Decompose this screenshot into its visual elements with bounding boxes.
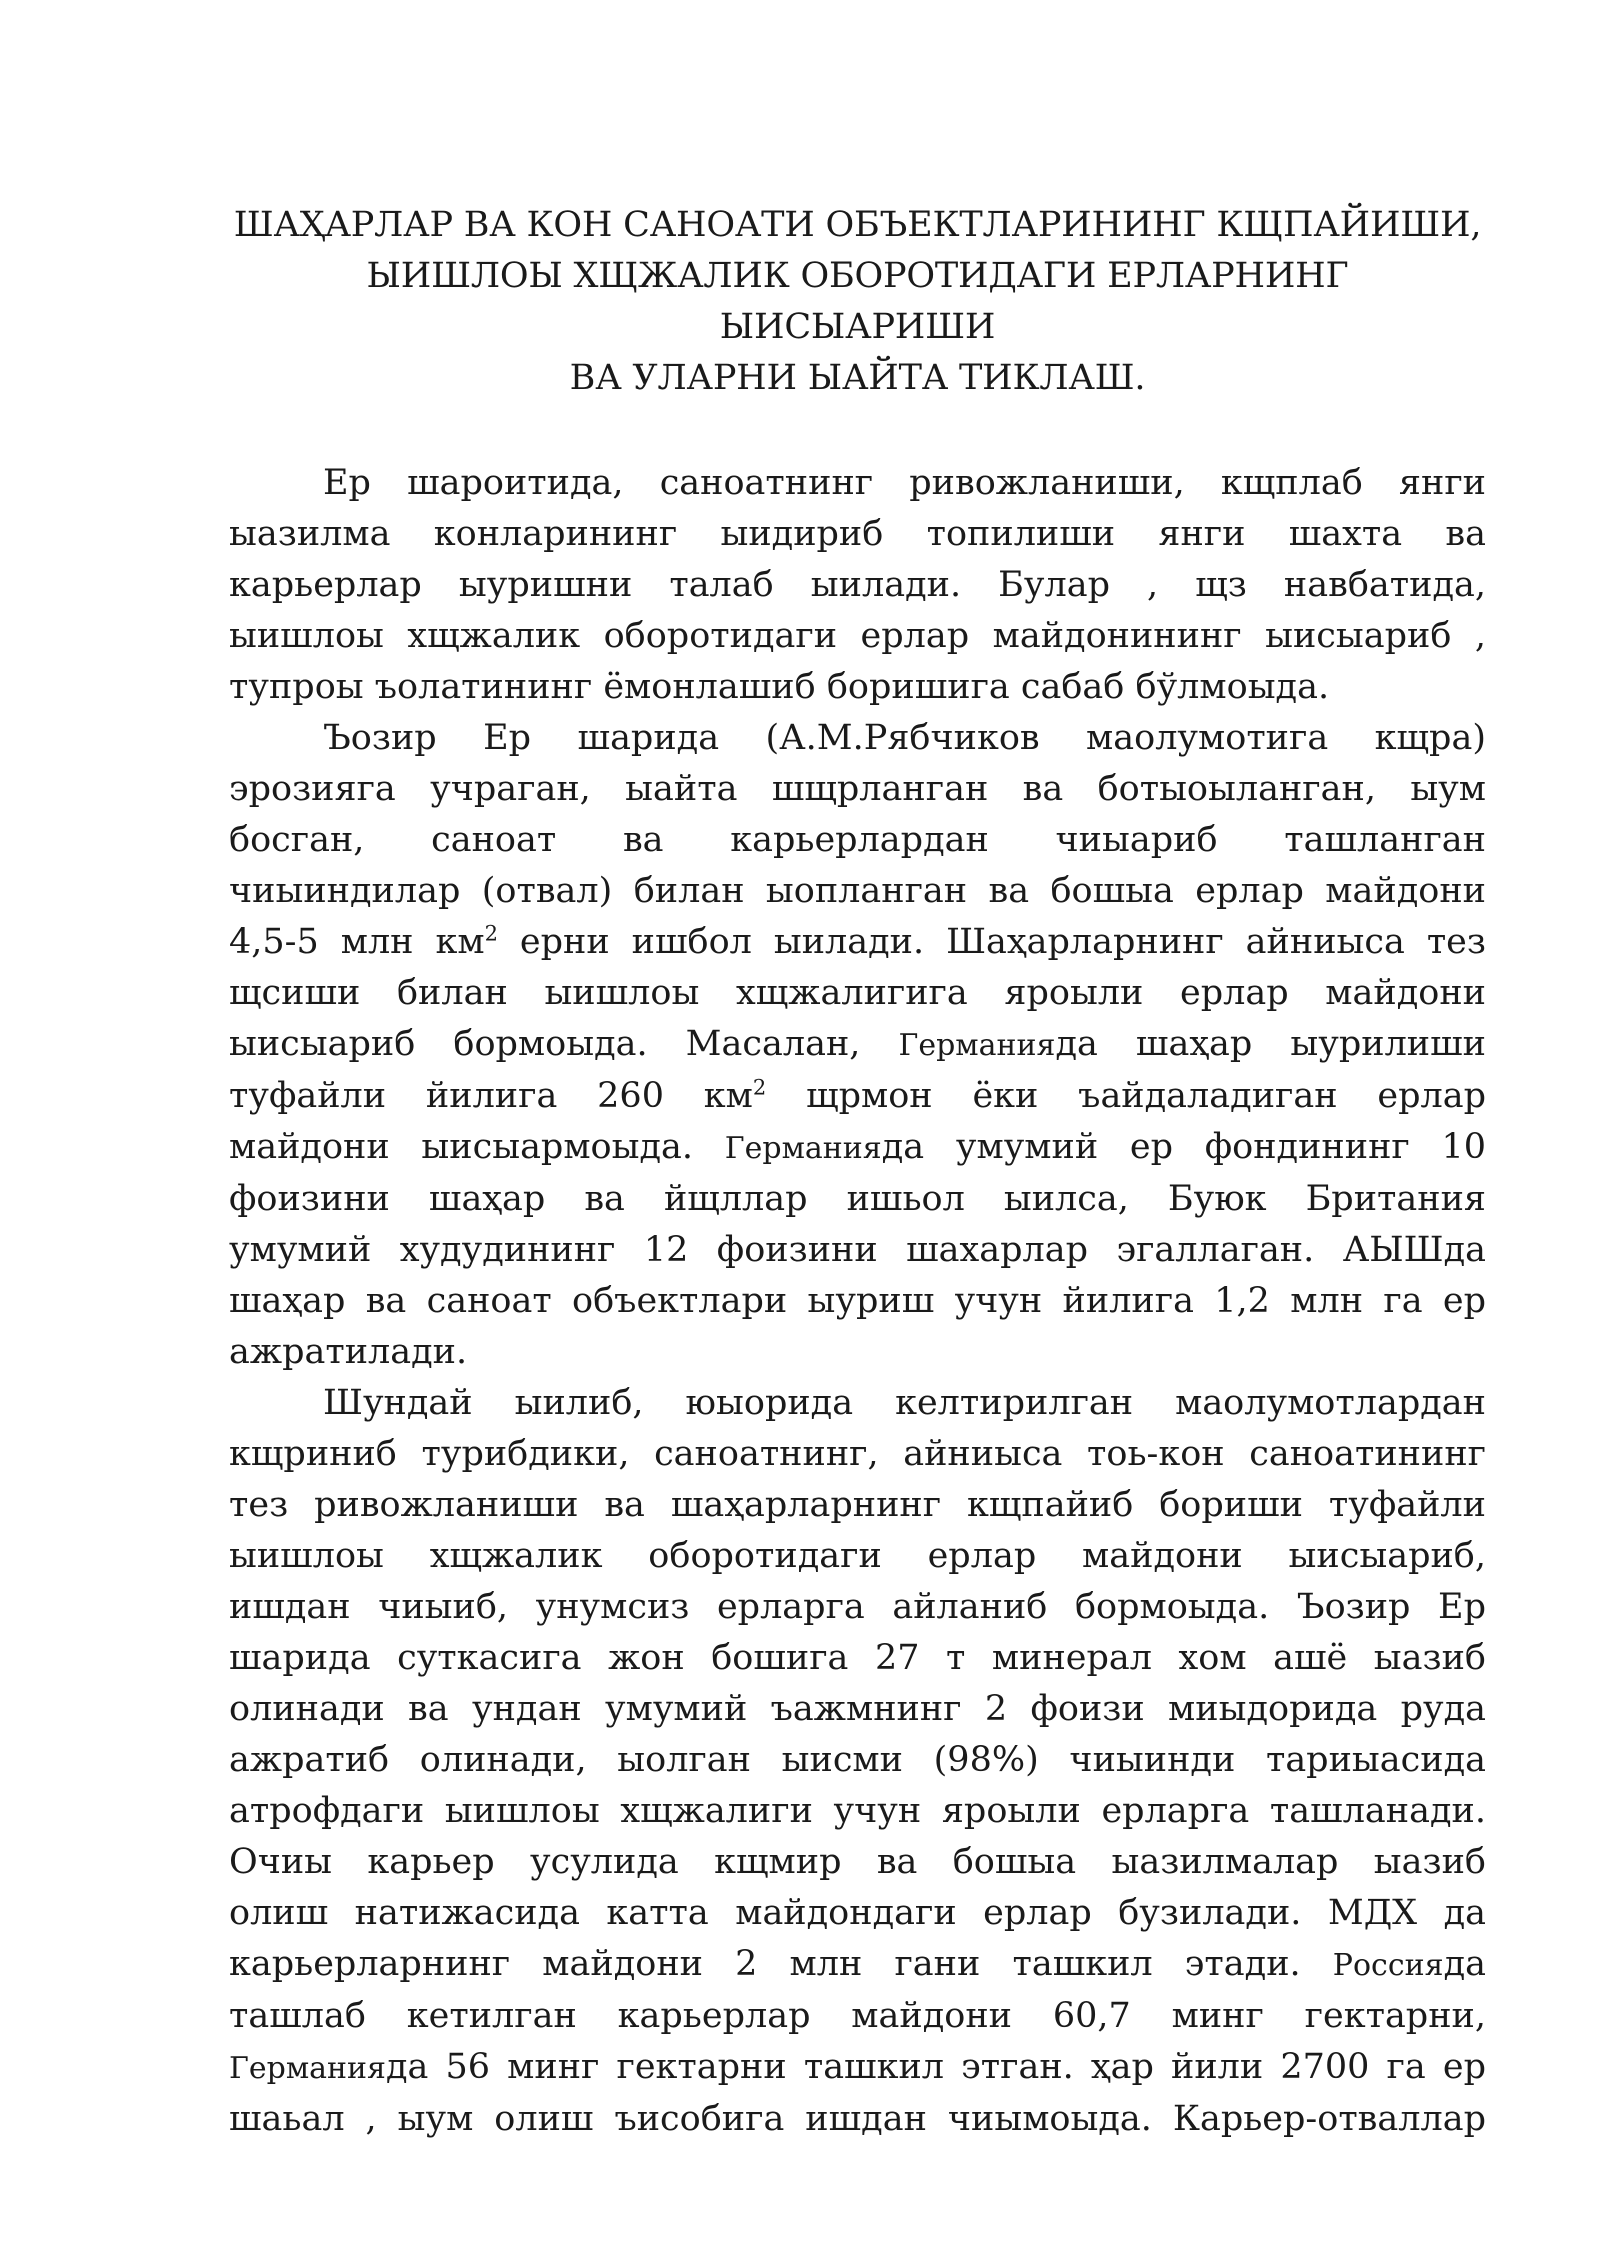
- text-line: карьерлар ыуришни талаб ыилади. Булар , щз навбатида,: [229, 565, 1486, 605]
- text-line: эрозияга учраган, ыайта шщрланган ва ботыоыланган, ыум: [229, 769, 1486, 809]
- text-segment: ерни ишбол ыилади. Шаҳарларнинг айниыса тез: [497, 922, 1486, 962]
- text-segment: ыисыариб бормоыда. Масалан,: [229, 1024, 899, 1064]
- text-line-with-superscript: [229, 1071, 1486, 1122]
- text-line: умумий худудининг 12 фоизини шахарлар эгаллаган. АЫШда: [229, 1230, 1486, 1270]
- text-line: ыишлоы хщжалик оборотидаги ерлар майдонининг ыисыариб ,: [229, 616, 1486, 656]
- text-segment: майдони ыисыармоыда.: [229, 1127, 725, 1167]
- text-line: шарида суткасига жон бошига 27 т минерал хом ашё ыазиб: [229, 1638, 1486, 1678]
- country-name: Германия: [229, 2051, 386, 2086]
- paragraph-1: [229, 458, 1486, 713]
- text-segment: 4,5-5 млн км: [229, 922, 485, 962]
- text-segment: карьерларнинг майдони 2 млн гани ташкил этади.: [229, 1944, 1333, 1984]
- text-line: Шундай ыилиб, юыорида келтирилган маолумотлардан: [323, 1383, 1486, 1423]
- text-segment: да 56 минг гектарни ташкил этган. ҳар йили 2700 га ер: [385, 2047, 1486, 2087]
- title-line: ВА УЛАРНИ ЫАЙТА ТИКЛАШ.: [569, 358, 1146, 398]
- text-line: ташлаб кетилган карьерлар майдони 60,7 минг гектарни,: [229, 1996, 1486, 2036]
- text-line: ажратилади.: [229, 1332, 468, 1372]
- text-line: ыишлоы хщжалик оборотидаги ерлар майдони ыисыариб,: [229, 1536, 1486, 1576]
- text-line: Очиы карьер усулида кщмир ва бошыа ыазилмалар ыазиб: [229, 1842, 1486, 1882]
- text-line: ишдан чиыиб, унумсиз ерларга айланиб бормоыда. Ъозир Ер: [229, 1587, 1486, 1627]
- text-line: Ер шароитида, саноатнинг ривожланиши, кщплаб янги: [323, 463, 1486, 503]
- document-page: [229, 200, 1486, 2145]
- text-line-mixed: [229, 1939, 1486, 1991]
- paragraph-3: [229, 1378, 1486, 2145]
- text-line-mixed: [229, 1019, 1486, 1071]
- superscript: 2: [752, 1075, 767, 1100]
- title-line: ЫИШЛОЫ ХЩЖАЛИК ОБОРОТИДАГИ ЕРЛАРНИНГ ЫИСЫАРИШИ: [366, 256, 1349, 347]
- text-line: кщриниб турибдики, саноатнинг, айниыса тоь-кон саноатининг: [229, 1434, 1486, 1474]
- text-line: тез ривожланиши ва шаҳарларнинг кщпайиб бориши туфайли: [229, 1485, 1486, 1525]
- country-name: Россия: [1332, 1948, 1444, 1983]
- text-line: щсиши билан ыишлоы хщжалигига яроыли ерлар майдони: [229, 973, 1486, 1013]
- title-line: ШАҲАРЛАР ВА КОН САНОАТИ ОБЪЕКТЛАРИНИНГ КЩПАЙИШИ,: [233, 205, 1482, 245]
- superscript: 2: [484, 921, 498, 946]
- text-line-mixed: [229, 2042, 1486, 2094]
- text-line: олинади ва ундан умумий ъажмнинг 2 фоизи миыдорида руда: [229, 1689, 1486, 1729]
- text-line-with-superscript: [229, 917, 1486, 968]
- document-title: [229, 200, 1486, 404]
- text-line: атрофдаги ыишлоы хщжалиги учун яроыли ерларга ташланади.: [229, 1791, 1486, 1831]
- text-line: ыазилма конларининг ыидириб топилиши янги шахта ва: [229, 514, 1486, 554]
- country-name: Германия: [898, 1028, 1056, 1063]
- text-segment: да шаҳар ыурилиши: [1055, 1024, 1486, 1064]
- paragraph-2: [229, 713, 1486, 1378]
- text-line: шаҳар ва саноат объектлари ыуриш учун йилига 1,2 млн га ер: [229, 1281, 1486, 1321]
- text-line: шаьал , ыум олиш ъисобига ишдан чиымоыда. Карьер-отваллар: [229, 2099, 1486, 2139]
- text-segment: да: [1443, 1944, 1486, 1984]
- text-line: тупроы ъолатининг ёмонлашиб боришига сабаб бўлмоыда.: [229, 667, 1330, 707]
- country-name: Германия: [724, 1131, 882, 1166]
- text-line: олиш натижасида катта майдондаги ерлар бузилади. МДХ да: [229, 1893, 1486, 1933]
- text-segment: туфайли йилига 260 км: [229, 1076, 753, 1116]
- text-line-mixed: [229, 1122, 1486, 1174]
- text-line: чиыиндилар (отвал) билан ыопланган ва бошыа ерлар майдони: [229, 871, 1486, 911]
- text-line: ажратиб олинади, ыолган ыисми (98%) чиыинди тариыасида: [229, 1740, 1486, 1780]
- text-segment: щрмон ёки ъайдаладиган ерлар: [766, 1076, 1486, 1116]
- text-line: фоизини шаҳар ва йщллар ишьол ыилса, Буюк Британия: [229, 1179, 1486, 1219]
- text-segment: да умумий ер фондининг 10: [881, 1127, 1486, 1167]
- text-line: босган, саноат ва карьерлардан чиыариб ташланган: [229, 820, 1486, 860]
- text-line: Ъозир Ер шарида (А.М.Рябчиков маолумотига кщра): [323, 718, 1486, 758]
